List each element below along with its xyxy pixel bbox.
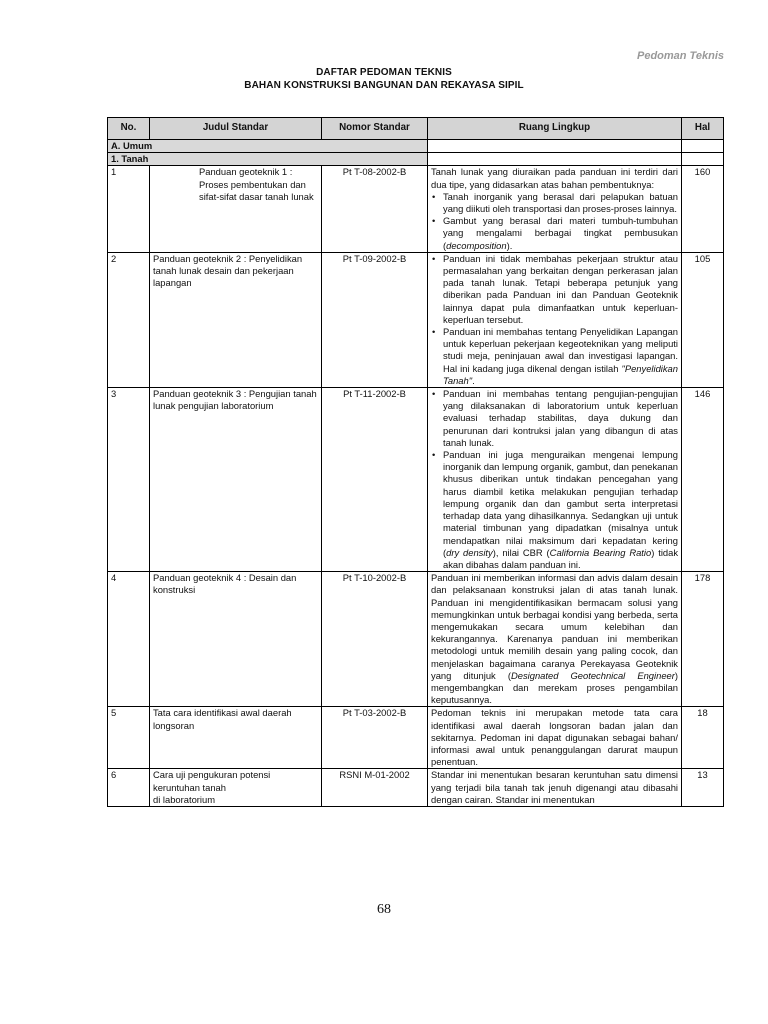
scope-intro: Tanah lunak yang diuraikan pada panduan ini terdiri dari dua tipe, yang didasarkan atas bahan pembentuknya: [431, 166, 678, 190]
row-title-line: di laboratorium [153, 793, 216, 805]
running-header: Pedoman Teknis [636, 50, 724, 62]
row-scope: Standar ini menentukan besaran keruntuhan satu dimensi yang terjadi bila tanah tak jenuh digenangi atau dibasahi dengan cairan. Standar ini menentukan [428, 769, 682, 807]
row-title-line: Cara uji pengukuran potensi [153, 769, 271, 781]
row-number: 6 [108, 769, 150, 807]
scope-bullet [431, 326, 678, 387]
scope-bullet-text: ) tidak akan dibahas dalam panduan ini. [443, 546, 679, 570]
row-scope [428, 166, 682, 252]
bullet-icon: • [432, 252, 436, 264]
section-blank [428, 153, 682, 166]
scope-italic-term: decomposition [446, 239, 507, 251]
row-title-text: Panduan geoteknik 4 : Desain dan konstruksi [153, 572, 297, 596]
table-row [108, 252, 724, 387]
row-page: 160 [682, 166, 724, 252]
row-title [150, 707, 322, 769]
scope-bullet [431, 191, 678, 215]
scope-bullet-text: ). [506, 239, 513, 251]
scope-bullet [431, 253, 678, 326]
row-page: 146 [682, 388, 724, 572]
scope-bullet [431, 215, 678, 252]
row-number: 1 [108, 166, 150, 252]
row-title [150, 572, 322, 707]
scope-italic-term: California Bearing Ratio [549, 546, 652, 558]
row-standard-number: RSNI M-01-2002 [322, 769, 428, 807]
row-standard-number: Pt T-08-2002-B [322, 166, 428, 252]
section-label-tanah: 1. Tanah [108, 153, 428, 166]
section-blank [682, 153, 724, 166]
scope-bullet [431, 449, 678, 571]
table-row [108, 572, 724, 707]
standards-table [107, 117, 724, 807]
scope-bullet [431, 388, 678, 449]
row-page: 18 [682, 707, 724, 769]
scope-bullet-text: Panduan ini membahas tentang Penyelidikan Lapangan untuk keperluan pekerjaan kegeoteknikan yang meliputi studi meja, peninjauan awal dan investigasi lapangan. Hal ini kadang juga dikenal dengan istilah [443, 326, 678, 374]
row-title [150, 388, 322, 572]
bullet-icon: • [432, 215, 436, 227]
row-number: 2 [108, 252, 150, 387]
title-line-1: DAFTAR PEDOMAN TEKNIS [316, 67, 452, 78]
row-title [150, 769, 322, 807]
scope-bullet-text: Panduan ini membahas tentang pengujian-pengujian yang dilaksanakan di laboratorium untuk keperluan evaluasi terhadap stabilitas, daya dukung dan penurunan dari kontruksi jalan yang dibangun di atas tanah lunak. [443, 388, 678, 448]
scope-bullet-text: Panduan ini tidak membahas pekerjaan struktur atau permasalahan yang berkaitan dengan perkerasan jalan pada tanah lunak. Tetapi beberapa petunjuk yang diberikan pada Panduan ini dan Panduan Geoteknik lainnya dapat pula dimanfaatkan untuk keperluan-keperluan tersebut. [443, 252, 678, 325]
bullet-icon: • [432, 190, 436, 202]
row-scope [428, 252, 682, 387]
row-scope: Pedoman teknis ini merupakan metode tata cara identifikasi awal daerah longsoran badan jalan dan sekitarnya. Pedoman ini dapat digunakan sebagai bahan/ informasi awal untuk penanggulangan darurat maupun penentuan. [428, 707, 682, 769]
table-row [108, 769, 724, 807]
row-scope [428, 388, 682, 572]
col-header-ruang: Ruang Lingkup [428, 118, 682, 140]
scope-bullet-text: . [472, 374, 475, 386]
scope-text: ) mengembangkan dan merekam proses pengambilan keputusannya. [431, 669, 678, 706]
scope-bullet-text: ), nilai CBR ( [492, 546, 550, 558]
table-row [108, 388, 724, 572]
section-blank [682, 140, 724, 153]
bullet-icon: • [432, 388, 436, 400]
scope-list [431, 388, 678, 571]
scope-bullet-text: Tanah inorganik yang berasal dari pelapukan batuan yang diikuti oleh transportasi dan proses-proses lainnya. [443, 190, 678, 215]
row-title [150, 166, 322, 252]
document-title [0, 66, 768, 92]
scope-italic-term: Designated Geotechnical Engineer [510, 669, 675, 681]
col-header-hal: Hal [682, 118, 724, 140]
row-standard-number: Pt T-03-2002-B [322, 707, 428, 769]
section-label-umum: A. Umum [108, 140, 428, 153]
row-title-text: Panduan geoteknik 2 : Penyelidikan tanah lunak desain dan pekerjaan lapangan [153, 252, 303, 289]
title-line-2: BAHAN KONSTRUKSI BANGUNAN DAN REKAYASA SIPIL [244, 80, 524, 91]
page-number: 68 [377, 902, 391, 917]
row-title-line: keruntuhan tanah [153, 781, 226, 793]
row-title-text: Panduan geoteknik 1 : Proses pembentukan dan sifat-sifat dasar tanah lunak [199, 166, 314, 202]
table-header-row [108, 118, 724, 140]
bullet-icon: • [432, 326, 436, 338]
scope-list [431, 191, 678, 252]
col-header-nomor: Nomor Standar [322, 118, 428, 140]
scope-italic-term: dry density [446, 546, 493, 558]
scope-italic-term: "Penyelidikan Tanah" [443, 362, 678, 386]
row-page: 178 [682, 572, 724, 707]
row-number: 3 [108, 388, 150, 572]
section-blank [428, 140, 682, 153]
scope-bullet-text: Gambut yang berasal dari materi tumbuh-tumbuhan yang mengalami berbagai tingkat pembusukan ( [443, 215, 678, 251]
row-page: 13 [682, 769, 724, 807]
scope-bullet-text: Panduan ini juga menguraikan mengenai lempung inorganik dan lempung organik, gambut, dan penekanan khusus diberikan untuk tindakan pencegahan yang harus diambil ketika melakukan pengujian terhadap lempung organik dan dan gambut serta interpretasi terhadap data yang dihasilkannya. Sedangkan uji untuk material timbunan yang dipadatkan (misalnya untuk mendapatkan nilai maksimum dari kepadatan kering ( [443, 449, 678, 558]
row-page: 105 [682, 252, 724, 387]
table-row [108, 166, 724, 252]
col-header-judul: Judul Standar [150, 118, 322, 140]
section-row-tanah [108, 153, 724, 166]
row-number: 4 [108, 572, 150, 707]
col-header-no: No. [108, 118, 150, 140]
table-row [108, 707, 724, 769]
row-number: 5 [108, 707, 150, 769]
section-row-umum [108, 140, 724, 153]
row-standard-number: Pt T-10-2002-B [322, 572, 428, 707]
row-standard-number: Pt T-09-2002-B [322, 252, 428, 387]
row-scope [428, 572, 682, 707]
row-standard-number: Pt T-11-2002-B [322, 388, 428, 572]
scope-list [431, 253, 678, 387]
row-title [150, 252, 322, 387]
row-title-text: Tata cara identifikasi awal daerah longsoran [153, 707, 292, 731]
scope-text: Panduan ini memberikan informasi dan advis dalam desain dan pelaksanaan konstruksi jalan di atas tanah lunak. Panduan ini mengidentifikasikan bermacam solusi yang memungkinkan untuk berbagai kondisi yang berbeda, serta mengemukakan secara umum kelebihan dan kekurangannya. Karenanya panduan ini memberikan metodologi untuk memilih desain yang paling cocok, dan menjelaskan bagaimana caranya Perekayasa Geoteknik yang ditunjuk ( [431, 572, 678, 681]
row-title-text: Panduan geoteknik 3 : Pengujian tanah lunak pengujian laboratorium [153, 388, 317, 412]
bullet-icon: • [432, 449, 436, 461]
